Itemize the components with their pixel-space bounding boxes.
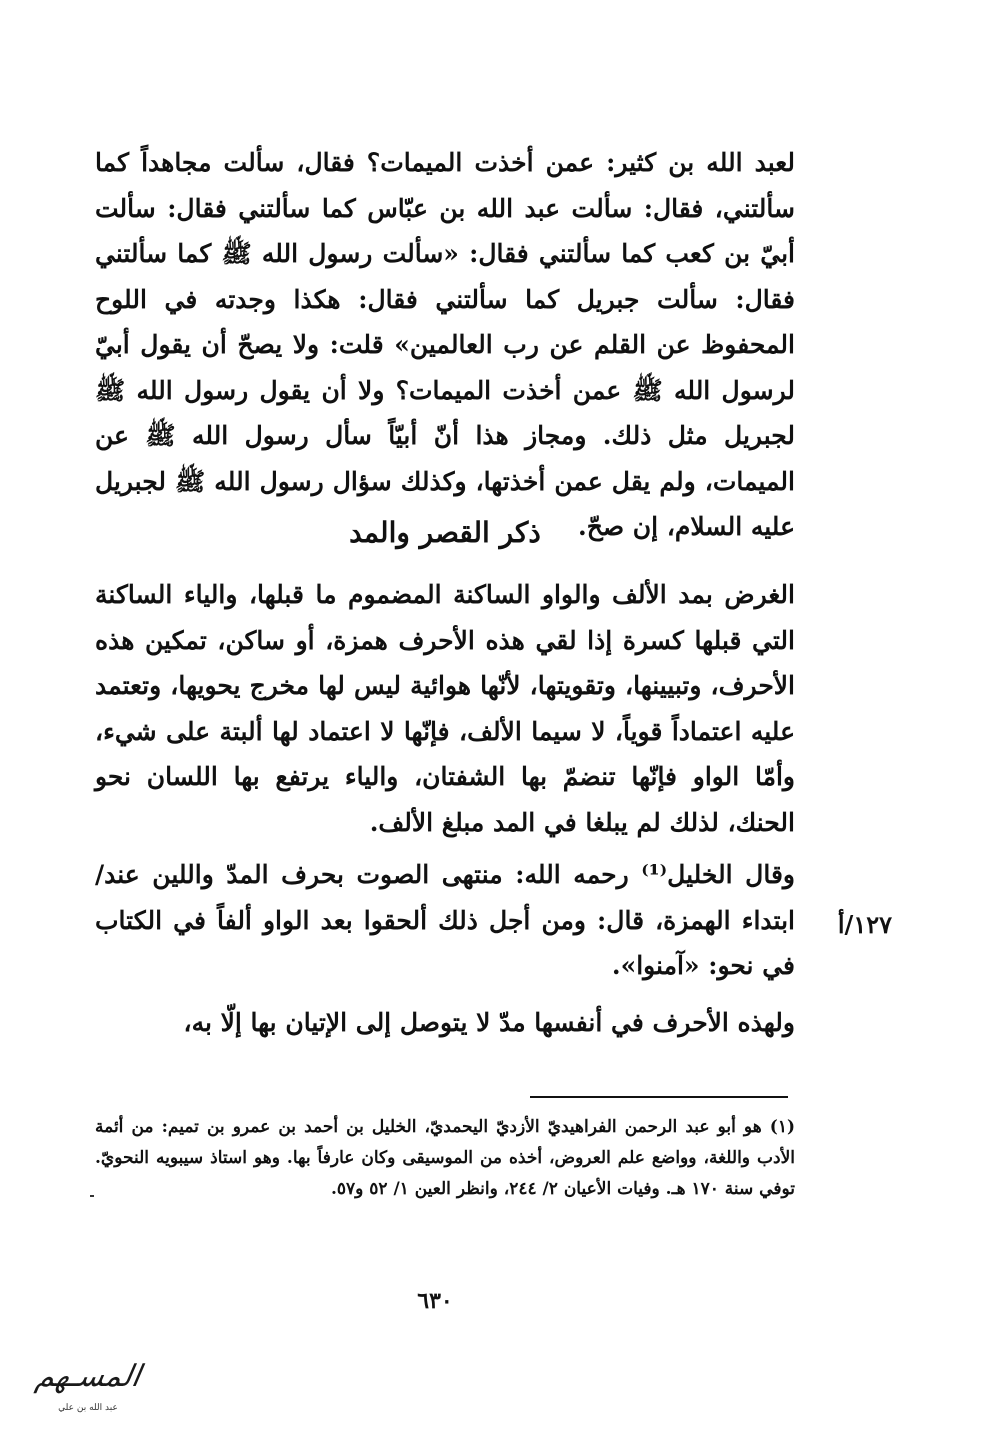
section-heading: ذكر القصر والمد bbox=[349, 516, 541, 549]
paragraph-khalil-quote: وقال الخليل⁽¹⁾ رحمه الله: منتهى الصوت بحرف المدّ واللين عند/ابتداء الهمزة، قال: ومن أجل ذلك ألحقوا بعد الواو ألفاً في الكتاب في نحو: «آمنوا». bbox=[95, 860, 795, 980]
paragraph-letters-madd: ولهذه الأحرف في أنفسها مدّ لا يتوصل إلى الإتيان بها إلّا به، bbox=[183, 1008, 795, 1037]
page-number: ٦٣٠ bbox=[417, 1288, 453, 1314]
paragraph-isnad: لعبد الله بن كثير: عمن أخذت الميمات؟ فقال، سألت مجاهداً كما سألتني، فقال: سألت عبد الله بن عبّاس كما سألتني فقال: سألت أبيّ بن كعب كما سألتني فقال: «سألت رسول الله ﷺ كما سألتني فقال: سألت جبريل كما سألتني فقال: هكذا وجدته في اللوح المحفوظ عن القلم عن رب العالمين» قلت: ولا يصحّ أن يقول أبيّ لرسول الله ﷺ عمن أخذت الميمات؟ ولا أن يقول رسول الله ﷺ لجبريل مثل ذلك. ومجاز هذا أنّ أبيّاً سأل رسول الله ﷺ عن الميمات، ولم يقل عمن أخذتها، وكذلك سؤال رسول الله ﷺ لجبريل عليه السلام، إن صحّ. bbox=[95, 148, 795, 541]
footnote-divider bbox=[530, 1096, 788, 1098]
manuscript-folio-marker: ١٢٧/أ bbox=[837, 910, 892, 939]
watermark-signature: عبد الله بن علي bbox=[58, 1403, 118, 1413]
scan-speck bbox=[90, 1195, 94, 1197]
paragraph-madd-purpose: الغرض بمد الألف والواو الساكنة المضموم ما قبلها، والياء الساكنة التي قبلها كسرة إذا لقي هذه الأحرف همزة، أو ساكن، تمكين هذه الأحرف، وتبيينها، وتقويتها، لأنّها هوائية ليس لها مخرج يحويها، وتعتمد عليه اعتماداً قوياً، لا سيما الألف، فإنّها لا اعتماد لها ألبتة على شيء، وأمّا الواو فإنّها تنضمّ بها الشفتان، والياء يرتفع بها اللسان نحو الحنك، لذلك لم يبلغا في المد مبلغ الألف. bbox=[95, 580, 795, 837]
watermark-script: المسـهم bbox=[32, 1359, 144, 1394]
footnote-khalil: (١) هو أبو عبد الرحمن الفراهيديّ الأزديّ اليحمديّ، الخليل بن أحمد بن عمرو بن تميم: من أئمة الأدب واللغة، وواضع علم العروض، أخذه من الموسيقى وكان عارفاً بها. وهو استاذ سيبويه النحويّ. توفي سنة ١٧٠ هـ. وفيات الأعيان ٢/ ٢٤٤، وانظر العين ١/ ٥٢ و٥٧. bbox=[95, 1117, 795, 1199]
calligraphy-watermark-logo bbox=[8, 1355, 168, 1435]
